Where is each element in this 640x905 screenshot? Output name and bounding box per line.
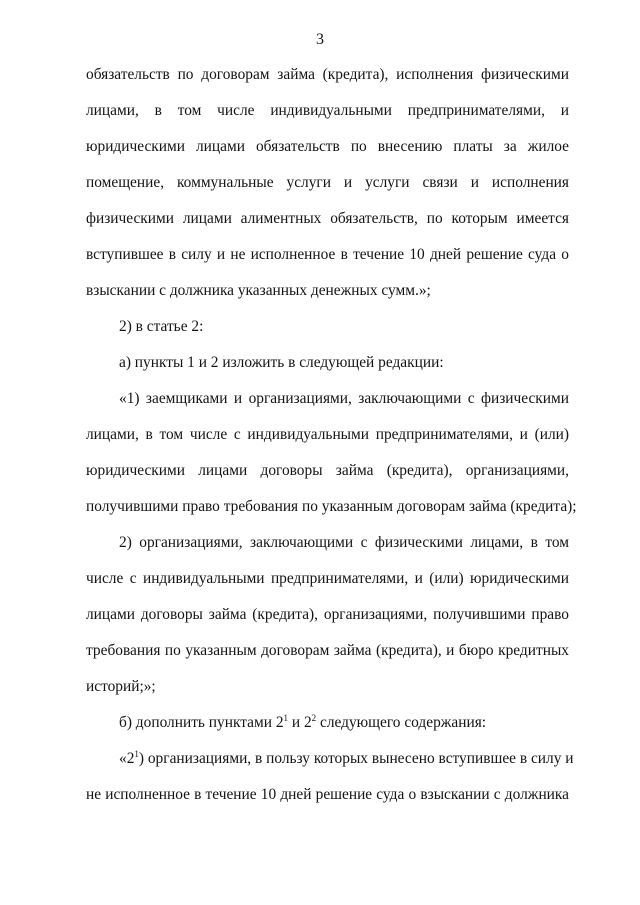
superscript: 1: [134, 749, 139, 759]
text-fragment: ) организациями, в пользу которых вынесено вступившее в силу и: [138, 750, 574, 767]
text-line: юридическими лицами обязательств по внесению платы за жилое: [86, 138, 569, 155]
text-line: историй;»;: [86, 678, 156, 695]
text-line: а) пункты 1 и 2 изложить в следующей редакции:: [119, 354, 444, 371]
text-line: [119, 749, 574, 769]
text-line: юридическими лицами договоры займа (кредита), организациями,: [86, 462, 569, 479]
superscript: 2: [311, 713, 317, 723]
text-line: «1) заемщиками и организациями, заключающими с физическими: [119, 390, 569, 407]
text-fragment: следующего содержания:: [316, 714, 487, 731]
text-line: получившими право требования по указанным договорам займа (кредита);: [86, 498, 577, 515]
text-fragment: б) дополнить пунктами 2: [119, 714, 284, 731]
text-line: требования по указанным договорам займа (кредита), и бюро кредитных: [86, 642, 569, 659]
page-number: 3: [316, 31, 324, 48]
text-line: 2) организациями, заключающими с физическими лицами, в том: [119, 534, 569, 551]
text-line: обязательств по договорам займа (кредита), исполнения физическими: [86, 66, 569, 83]
text-fragment: «2: [119, 750, 135, 767]
text-line: лицами договоры займа (кредита), организациями, получившими право: [86, 606, 569, 623]
text-fragment: и 2: [288, 714, 312, 731]
text-line: вступившее в силу и не исполненное в течение 10 дней решение суда о: [86, 246, 569, 263]
text-line: числе с индивидуальными предпринимателями, и (или) юридическими: [86, 570, 569, 587]
superscript: 1: [283, 713, 289, 723]
text-line: лицами, в том числе с индивидуальными предпринимателями, и (или): [86, 426, 569, 443]
text-line: лицами, в том числе индивидуальными предпринимателями, и: [86, 102, 569, 119]
text-line: физическими лицами алиментных обязательств, по которым имеется: [86, 210, 569, 227]
text-line: [119, 713, 569, 733]
text-line: помещение, коммунальные услуги и услуги связи и исполнения: [86, 174, 569, 191]
text-line: 2) в статье 2:: [119, 318, 204, 335]
text-line: взыскании с должника указанных денежных сумм.»;: [86, 282, 431, 299]
text-line: не исполненное в течение 10 дней решение суда о взыскании с должника: [86, 786, 569, 803]
